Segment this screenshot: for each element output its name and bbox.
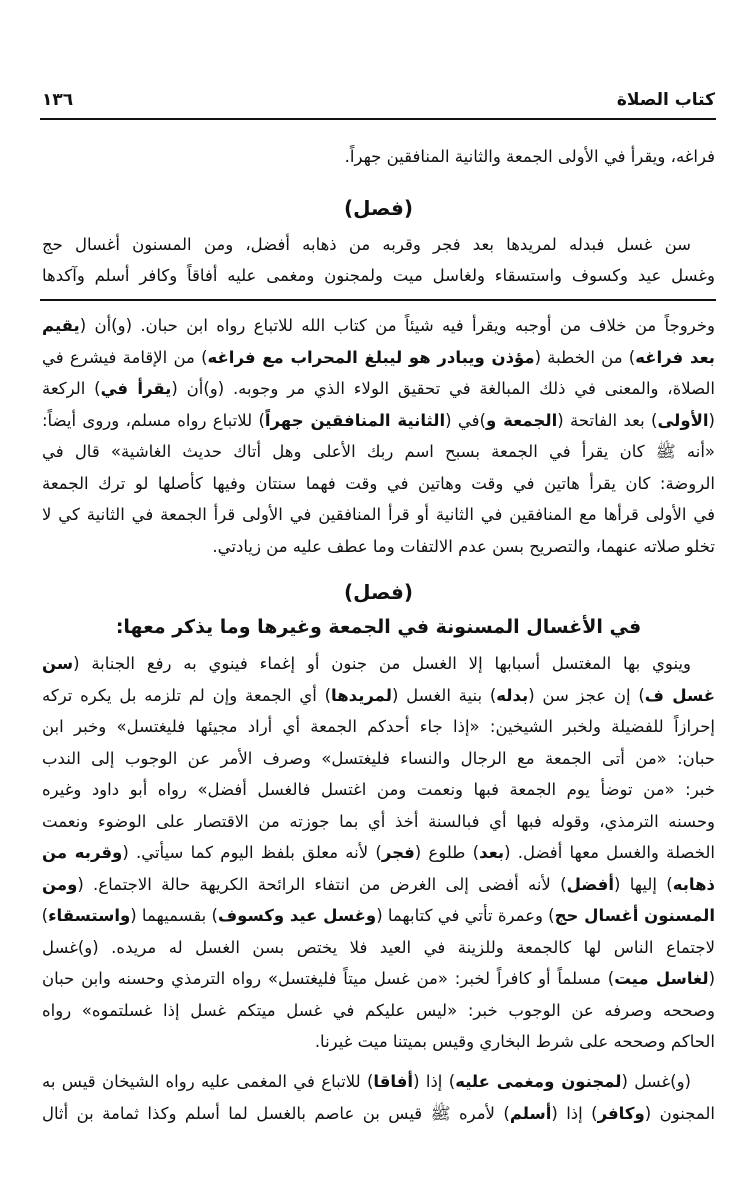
text-run: ) [41, 906, 49, 925]
bold-matn-quote: ومن [42, 874, 78, 894]
matn-commentary-divider [40, 299, 716, 301]
bold-matn-quote: يقيم [42, 316, 80, 335]
text-run: في الأولى قرأها مع المنافقين في الثانية أو قرأ المنافقين في الأولى قرأ الجمعة في الثانية كي لا [42, 505, 715, 524]
bold-matn-quote: الأولى [657, 410, 709, 430]
carryover-line [42, 142, 715, 172]
text-run: الصلاة، والمعنى في ذلك المبالغة في تحقيق الولاء الذي مر وجوبه. (و)أن ( [171, 379, 716, 398]
bold-matn-quote: وغسل عيد وكسوف [217, 906, 377, 925]
bold-matn-quote: وقربه من [42, 843, 123, 862]
text-run: ) بعد الفاتحة ( [557, 410, 658, 430]
text-run: وحسنه الترمذي، وقوله فبها أي فبالسنة أخذ أي بما جوزته من الاقتصار على الوضوء ونعمت [42, 811, 715, 831]
text-run: ) بنية الغسل ( [391, 685, 497, 705]
text-run: الحاكم وصححه على شرط البخاري وقيس بميتنا ميت غيرنا. [314, 1032, 715, 1051]
paragraph-line [42, 1067, 691, 1097]
text-run: )في ( [445, 410, 486, 430]
text-run: ) مسلماً أو كافراً لخبر: «من غسل ميتاً فليغتسل» رواه الترمذي وحسنه وابن حبان [42, 969, 615, 988]
page-number: ١٣٦ [42, 90, 74, 110]
bold-matn-quote: لمريدها [331, 685, 392, 705]
bold-matn-quote: فجر [381, 843, 415, 862]
text-run: ) لأنه معلق بلفظ اليوم كما سيأتي. ( [122, 843, 382, 862]
text-run: ( [708, 969, 715, 988]
text-run: ) وعمرة تأتي في كتابهما ( [376, 906, 555, 925]
paragraph-line [42, 901, 715, 931]
text-run: «أنه ﷺ كان يقرأ في الجمعة بسبح اسم ربك الأعلى وهل أتاك حديث الغاشية» قال في [42, 442, 715, 461]
bold-matn-quote: واستسقاء [48, 906, 131, 925]
bold-matn-quote: بدله [496, 685, 529, 705]
paragraph-line [42, 775, 715, 805]
section-heading: (فصل) [344, 580, 413, 604]
text-run: (و)غسل ( [621, 1072, 691, 1091]
bold-matn-quote: غسل ف [644, 685, 716, 705]
header-rule [40, 118, 716, 120]
text-run: ) للاتباع رواه مسلم، وروى أيضاً: [42, 410, 265, 430]
section-subtitle: في الأغسال المسنونة في الجمعة وغيرها وما يذكر معها: [115, 616, 642, 638]
text-run: ) أي الجمعة وإن لم تلزمه بل يكره تركه [42, 685, 332, 705]
bold-matn-quote: مؤذن ويبادر هو ليبلغ المحراب مع فراغه [207, 347, 535, 367]
bold-matn-quote: بعد فراغه [635, 347, 715, 367]
bold-matn-quote: أفضل [566, 874, 615, 894]
text-run: ) من الإقامة فيشرع في [42, 347, 208, 367]
commentary-line [42, 532, 715, 562]
bold-matn-quote: أفاقا [373, 1072, 414, 1091]
paragraph-line [42, 1099, 715, 1129]
commentary-line [42, 374, 715, 404]
text-run: ) إليها ( [614, 874, 673, 894]
bold-matn-quote: أسلم [509, 1103, 552, 1123]
paragraph-line [42, 1027, 715, 1057]
paragraph-line [42, 807, 715, 837]
matn-line [42, 230, 691, 260]
bold-matn-quote: الجمعة و [486, 410, 558, 430]
bold-matn-quote: يقرأ في [100, 379, 172, 398]
bold-matn-quote: الثانية المنافقين جهراً [264, 410, 446, 430]
bold-matn-quote: ذهابه [672, 874, 715, 894]
paragraph-line [42, 996, 715, 1026]
text-run: الروضة: كان يقرأ هاتين في وقت وهاتين في وقت فهما سنتان وفيها كأصلها لو ترك الجمعة [42, 473, 715, 493]
text-run: الخصلة والغسل معها أفضل. ( [504, 843, 715, 862]
text-run: خبر: «من توضأ يوم الجمعة فبها ونعمت ومن اغتسل فالغسل أفضل» رواه أبو داود وغيره [42, 780, 715, 799]
text-run: ) إذا ( [551, 1103, 598, 1123]
paragraph-line [42, 681, 715, 711]
bold-matn-quote: المسنون أغسال حج [554, 906, 715, 925]
matn-line [42, 261, 715, 291]
paragraph-line [42, 744, 715, 774]
paragraph-line [42, 712, 715, 742]
text-run: تخلو صلاته عنهما، والتصريح بسن عدم الالتفات وما عطف عليه من زيادتي. [212, 536, 715, 556]
commentary-line [42, 311, 715, 341]
text-run: ( [708, 410, 715, 430]
running-header-title: كتاب الصلاة [616, 90, 715, 110]
commentary-line [42, 406, 715, 436]
paragraph-line [42, 964, 715, 994]
text-run: ) لأمره ﷺ قيس بن عاصم بالغسل لما أسلم وكذا ثمامة بن أثال [42, 1103, 510, 1123]
paragraph-line [42, 838, 715, 868]
commentary-line [42, 469, 715, 499]
text-run: ) الركعة [42, 379, 101, 398]
text-run: إحرازاً للفضيلة ولخبر الشيخين: «إذا جاء أحدكم الجمعة أي أراد مجيئها فليغتسل» وخبر ابن [42, 717, 715, 736]
paragraph-line [42, 649, 691, 679]
matn-section-heading: (فصل) [344, 196, 413, 220]
text-run: سن غسل فبدله لمريدها بعد فجر وقربه من ذهابه أفضل، ومن المسنون أغسال حج [42, 235, 691, 254]
bold-matn-quote: سن [42, 654, 74, 673]
bold-matn-quote: وكافر [597, 1103, 645, 1123]
text-run: وخروجاً من خلاف من أوجبه ويقرأ فيه شيئاً من كتاب الله للاتباع رواه ابن حبان. (و)أن ( [79, 316, 715, 335]
commentary-line [42, 343, 715, 373]
commentary-line [42, 500, 715, 530]
text-run: ) للاتباع في المغمى عليه رواه الشيخان قيس به [42, 1072, 374, 1091]
text-run: ) إن عجز سن ( [528, 685, 645, 705]
text-run: وصححه وصرفه عن الوجوب خبر: «ليس عليكم في غسل ميتكم غسل إذا غسلتموه» رواه [42, 1000, 715, 1020]
paragraph-line [42, 870, 715, 900]
text-run: المجنون ( [644, 1103, 716, 1123]
text-run: ) بقسميهما ( [130, 906, 218, 925]
text-run: ) لأنه أفضى إلى الغرض من انتفاء الرائحة الكريهة حالة الاجتماع. ( [77, 874, 567, 894]
text-run: ) من الخطبة ( [534, 347, 636, 367]
text-run: وينوي بها المغتسل أسبابها إلا الغسل من جنون أو إغماء فينوي به رفع الجنابة ( [73, 654, 691, 673]
text-run: ) إذا ( [413, 1072, 456, 1091]
text-run: فراغه، ويقرأ في الأولى الجمعة والثانية المنافقين جهراً. [344, 147, 715, 166]
bold-matn-quote: لمجنون ومغمى عليه [455, 1072, 622, 1091]
bold-matn-quote: لغاسل ميت [614, 969, 709, 988]
text-run: ) طلوع ( [414, 843, 480, 862]
text-run: وغسل عيد وكسوف واستسقاء ولغاسل ميت ولمجنون ومغمى عليه أفاقاً وكافر أسلم وآكدها [42, 266, 715, 285]
paragraph-line [42, 933, 715, 963]
text-run: حبان: «من أتى الجمعة مع الرجال والنساء فليغتسل» وصرف الأمر عن الوجوب إلى الندب [42, 748, 715, 768]
bold-matn-quote: بعد [479, 843, 505, 862]
text-run: لاجتماع الناس لها كالجمعة وللزينة في العيد فلا يختص بسن الغسل له مريده. (و)غسل [42, 937, 715, 957]
commentary-line [42, 437, 715, 467]
